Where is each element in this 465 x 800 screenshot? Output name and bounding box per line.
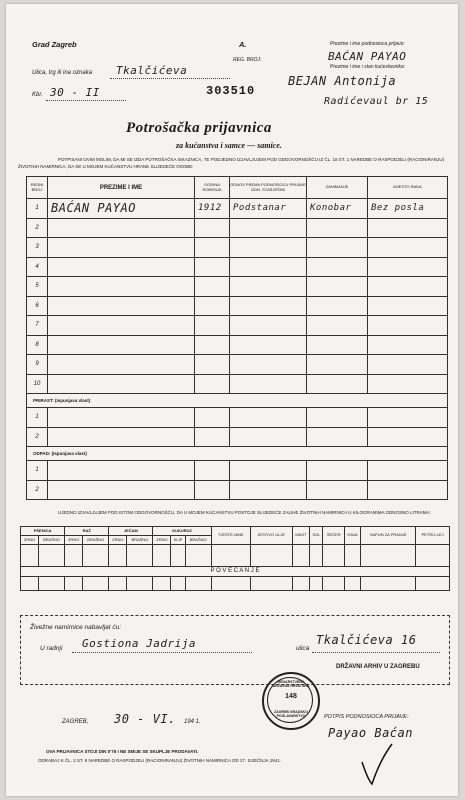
- footer-place: ZAGREB,: [62, 719, 89, 725]
- member-no: 2: [27, 218, 48, 238]
- member-relation: [230, 257, 307, 277]
- member-name: [48, 335, 195, 355]
- extra-row-cell: [195, 408, 230, 428]
- extra-row-no: 1: [27, 408, 48, 428]
- seal-top-text: REDARSTVENA DRŽAVNA HRVATSKA: [272, 680, 310, 688]
- supplies-value-cell: [361, 545, 416, 567]
- extra-row: [27, 480, 448, 500]
- applicant-label: Prezime i ime podnosioca prijave:: [330, 41, 405, 47]
- supplies-value-cell: [416, 545, 450, 567]
- member-workplace: [368, 296, 448, 316]
- member-row: [27, 335, 448, 355]
- supplies-value-cell: [185, 545, 211, 567]
- odpad-header: [27, 447, 448, 461]
- extra-row-cell: [368, 427, 448, 447]
- member-occupation: [307, 238, 368, 258]
- street-value: Tkalčićeva: [116, 64, 188, 77]
- prirast-rows: [27, 408, 448, 447]
- member-name: [48, 316, 195, 336]
- street-line: [110, 78, 230, 79]
- supplies-value-cell: [109, 577, 127, 591]
- odpad-rows: [27, 461, 448, 500]
- supplies-value-cell: [65, 545, 83, 567]
- member-occupation: [307, 335, 368, 355]
- supplies-subheader: BRAŠNO: [127, 536, 153, 545]
- member-row: [27, 218, 448, 238]
- supplies-value-cell: [185, 577, 211, 591]
- group-jecam: JEČAM: [109, 527, 153, 536]
- extra-row-cell: [230, 461, 307, 481]
- extra-row-cell: [195, 480, 230, 500]
- extra-row-cell: [195, 427, 230, 447]
- landlord-address: Radićevaul br 15: [324, 96, 429, 107]
- supplies-value-cell: [39, 577, 65, 591]
- supplies-value-cell: [211, 545, 250, 567]
- supplies-value-cell: [65, 577, 83, 591]
- supplies-text: UJEDNO IZJAVLJUJEM POD ISTOM ODGOVORNOŠĆU, DA U MOJEM KUĆANSTVU POSTOJE SLIJEDEĆE ZALIHE ŽIVOTNIH NAMIRNICA U KILOGRAMIMA ODNOSNO LITRAMA:: [58, 510, 431, 515]
- extra-row-cell: [368, 461, 448, 481]
- extra-row-cell: [230, 408, 307, 428]
- extra-row: [27, 427, 448, 447]
- member-relation: [230, 316, 307, 336]
- supplies-value-cell: [127, 545, 153, 567]
- city-label: Grad Zagreb: [32, 40, 77, 49]
- group-raz: RAŽ: [65, 527, 109, 536]
- supplies-value-cell: [211, 577, 250, 591]
- supplies-value-cell: [310, 545, 323, 567]
- member-row: [27, 199, 448, 219]
- supplies-subheader: KLIP: [171, 536, 185, 545]
- extra-row-no: 1: [27, 461, 48, 481]
- member-row: [27, 257, 448, 277]
- member-no: 9: [27, 355, 48, 375]
- extra-row-cell: [230, 427, 307, 447]
- official-seal: [262, 672, 320, 730]
- member-row: [27, 238, 448, 258]
- col-sapun: SAPUN ZA PRANJE: [361, 527, 416, 545]
- supplies-value-cell: [345, 577, 361, 591]
- col-kava: KAVA: [345, 527, 361, 545]
- reg-label: REG. BROJ:: [233, 57, 262, 63]
- member-relation: [230, 238, 307, 258]
- member-relation: [230, 296, 307, 316]
- member-name: [48, 257, 195, 277]
- member-name: [48, 238, 195, 258]
- form-page: [6, 4, 458, 796]
- member-year: [195, 218, 230, 238]
- col-sol: SOL: [310, 527, 323, 545]
- supplies-value-cell: [153, 577, 171, 591]
- extra-row-no: 2: [27, 480, 48, 500]
- extra-row-cell: [48, 408, 195, 428]
- col-header-occupation: ZANIMANJE: [307, 177, 368, 199]
- member-name: [48, 277, 195, 297]
- member-year: [195, 374, 230, 394]
- member-occupation: [307, 296, 368, 316]
- supplies-value-cell: [109, 545, 127, 567]
- footer-year: 194 1.: [184, 719, 201, 725]
- member-relation: [230, 218, 307, 238]
- col-petrolej: PETRO-LEJ: [416, 527, 450, 545]
- supplies-subheader: ZRNO: [65, 536, 83, 545]
- member-no: 4: [27, 257, 48, 277]
- supplies-value-row-2: [21, 577, 450, 591]
- member-year: [195, 316, 230, 336]
- supplies-value-cell: [127, 577, 153, 591]
- member-workplace: [368, 257, 448, 277]
- col-header-year: GODINA ROĐENJA: [195, 177, 230, 199]
- shop-line: [72, 652, 252, 653]
- member-workplace: Bez posla: [368, 199, 448, 219]
- member-workplace: [368, 277, 448, 297]
- supplies-subheader: ZRNO: [21, 536, 39, 545]
- extra-row: [27, 461, 448, 481]
- landlord-label: Prezime i ime i stan kućevlasnika:: [330, 64, 406, 70]
- col-header-workplace: MJESTO RADA: [368, 177, 448, 199]
- seal-number: 148: [285, 693, 297, 700]
- extra-row-cell: [48, 461, 195, 481]
- member-occupation: [307, 374, 368, 394]
- odpad-label: ODPAD: (Ispunjava vlast): [27, 447, 448, 461]
- col-header-relation: ODNOS PREMA PODNOSIOCU PRIJAVE ODN. STARJEŠINI: [230, 177, 307, 199]
- member-occupation: Konobar: [307, 199, 368, 219]
- member-no: 7: [27, 316, 48, 336]
- member-workplace: [368, 355, 448, 375]
- member-year: [195, 335, 230, 355]
- member-relation: [230, 277, 307, 297]
- supplies-value-cell: [153, 545, 171, 567]
- supplies-value-row: [21, 545, 450, 567]
- col-tjestenine: TJESTE-NINE: [211, 527, 250, 545]
- applicant-value: BAĆAN PAYAO: [328, 50, 407, 63]
- member-no: 3: [27, 238, 48, 258]
- extra-row-cell: [368, 480, 448, 500]
- archive-stamp: DRŽAVNI ARHIV U ZAGREBU: [336, 664, 420, 670]
- footer-note-2: ODRAĐAJ K ČL. 2 ST. 8 NAREDBE O RASPODJELI (RACIONIRANJU) ŽIVOTNIH NAMIRNICA OD 27. SIJEČNJA 1941.: [38, 758, 282, 763]
- kbr-label: Kbr.: [32, 92, 43, 98]
- street2-value: Tkalčićeva 16: [316, 633, 417, 647]
- street2-line: [312, 652, 440, 653]
- supplies-subheader: BRAŠNO: [39, 536, 65, 545]
- extra-row-cell: [48, 480, 195, 500]
- povecanje-row: [21, 567, 450, 577]
- landlord-value: BEJAN Antonija: [288, 74, 397, 88]
- handwritten-mark: [358, 740, 408, 790]
- member-occupation: [307, 277, 368, 297]
- kbr-line: [46, 100, 126, 101]
- member-year: [195, 257, 230, 277]
- extra-row-no: 2: [27, 427, 48, 447]
- supplies-value-cell: [250, 577, 292, 591]
- supplies-value-cell: [171, 577, 185, 591]
- member-workplace: [368, 238, 448, 258]
- form-subtitle: za kućanstva i samce — samice.: [176, 141, 282, 150]
- member-name: [48, 296, 195, 316]
- supplies-value-cell: [21, 577, 39, 591]
- footer-date: 30 - VI.: [114, 712, 176, 726]
- kbr-value: 30 - II: [50, 86, 100, 99]
- member-name: BAĆAN PAYAO: [48, 199, 195, 219]
- supplies-subheader: ZRNO: [153, 536, 171, 545]
- member-occupation: [307, 316, 368, 336]
- supplies-value-cell: [83, 545, 109, 567]
- member-row: [27, 316, 448, 336]
- form-title: Potrošačka prijavnica: [126, 120, 272, 136]
- extra-row-cell: [368, 408, 448, 428]
- member-relation: Podstanar: [230, 199, 307, 219]
- member-row: [27, 277, 448, 297]
- supplies-value-cell: [323, 577, 345, 591]
- extra-row-cell: [307, 427, 368, 447]
- supplies-value-cell: [250, 545, 292, 567]
- member-no: 1: [27, 199, 48, 219]
- col-mast: MAST: [292, 527, 310, 545]
- street-label: Ulica, trg ili ina oznaka: [32, 70, 93, 76]
- member-occupation: [307, 218, 368, 238]
- member-row: [27, 296, 448, 316]
- supplies-value-cell: [345, 545, 361, 567]
- signature-value: Payao Baćan: [328, 726, 413, 740]
- member-occupation: [307, 355, 368, 375]
- member-workplace: [368, 316, 448, 336]
- member-year: [195, 355, 230, 375]
- member-no: 8: [27, 335, 48, 355]
- shop-label: U radnji: [40, 645, 63, 652]
- supplies-subheader: BRAŠNO: [83, 536, 109, 545]
- supplies-group-row: [21, 527, 450, 536]
- col-ulje: JESTIVO ULJE: [250, 527, 292, 545]
- supplies-value-cell: [310, 577, 323, 591]
- member-occupation: [307, 257, 368, 277]
- member-rows: [27, 199, 448, 394]
- member-no: 6: [27, 296, 48, 316]
- extra-row-cell: [307, 461, 368, 481]
- footer-note-1: OVA PRIJAVNICA STOJI DIN 0'75 I NE SMIJE SE SKUPLJE PRODAVATI.: [46, 749, 199, 754]
- supplies-value-cell: [39, 545, 65, 567]
- member-relation: [230, 335, 307, 355]
- member-row: [27, 374, 448, 394]
- extra-row-cell: [307, 408, 368, 428]
- extra-row-cell: [307, 480, 368, 500]
- supplies-value-cell: [21, 545, 39, 567]
- member-workplace: [368, 218, 448, 238]
- extra-row-cell: [230, 480, 307, 500]
- supplies-table: [20, 526, 450, 591]
- extra-row: [27, 408, 448, 428]
- seal-bottom-text: ZAGREB GRADSKO POGLAVARSTVO: [274, 710, 308, 718]
- supplies-subheader: BRAŠNO: [185, 536, 211, 545]
- supplies-value-cell: [323, 545, 345, 567]
- extra-row-cell: [48, 427, 195, 447]
- col-header-name: PREZIME I IME: [48, 177, 195, 199]
- group-psenica: PŠENICA: [21, 527, 65, 536]
- povecanje-label: P O V E Ć A N J E: [21, 567, 450, 577]
- supplies-subheader: ZRNO: [109, 536, 127, 545]
- member-year: [195, 238, 230, 258]
- member-year: 1912: [195, 199, 230, 219]
- signature-label: POTPIS PODNOSIOCA PRIJAVE:: [324, 714, 409, 720]
- supplies-value-cell: [361, 577, 416, 591]
- member-relation: [230, 374, 307, 394]
- prirast-label: PRIRAST: (Ispunjava vlast): [27, 394, 448, 408]
- form-letter: A.: [239, 40, 247, 49]
- member-name: [48, 218, 195, 238]
- member-name: [48, 355, 195, 375]
- supplies-value-cell: [83, 577, 109, 591]
- street2-label: ulica: [296, 645, 310, 652]
- declaration-text: POTPISANI OVIM MOLIM, DA MI SE IZDA POTROŠAČKA ISKAZNICA, TE PODJEDNO IZJAVLJUJEM POD ODGOVORNOŠĆU IZ ČL. 18 ST. 1 NAREDBE O RASPODJELI (RACIONIRANJU) ŽIVOTNIH NAMIRNICA, DA SE U MOJEM KUĆANSTVU HRANE SLIJEDEĆE OSOBE:: [18, 157, 445, 169]
- prirast-header: [27, 394, 448, 408]
- purchase-label: Živežne namirnice nabavljat ću:: [30, 624, 122, 631]
- group-kukuruz: KUKURUZ: [153, 527, 211, 536]
- member-year: [195, 296, 230, 316]
- serial-number: 303510: [206, 84, 256, 98]
- member-workplace: [368, 374, 448, 394]
- member-relation: [230, 355, 307, 375]
- supplies-value-cell: [416, 577, 450, 591]
- supplies-value-cell: [171, 545, 185, 567]
- member-no: 5: [27, 277, 48, 297]
- supplies-value-cell: [292, 577, 310, 591]
- member-row: [27, 355, 448, 375]
- col-header-no: REDNI BROJ: [27, 177, 48, 199]
- supplies-value-cell: [292, 545, 310, 567]
- member-name: [48, 374, 195, 394]
- member-year: [195, 277, 230, 297]
- member-no: 10: [27, 374, 48, 394]
- members-header-row: [27, 177, 448, 199]
- extra-row-cell: [195, 461, 230, 481]
- member-workplace: [368, 335, 448, 355]
- shop-value: Gostiona Jadrija: [82, 637, 196, 650]
- col-secer: ŠEĆER: [323, 527, 345, 545]
- members-table: [26, 176, 448, 500]
